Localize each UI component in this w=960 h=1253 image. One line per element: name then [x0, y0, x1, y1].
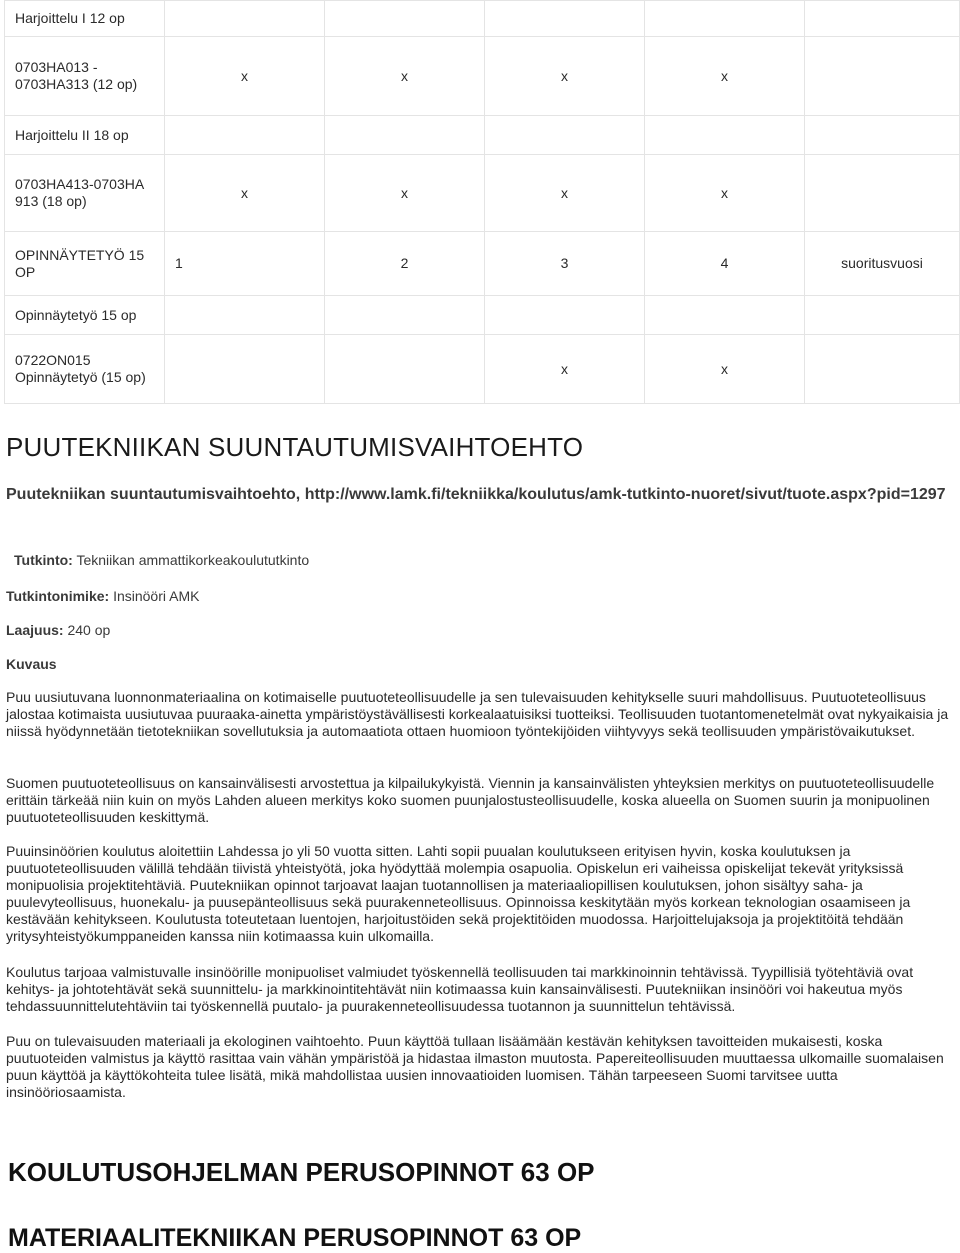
thesis-group-line-1: OPINNÄYTETYÖ 15 — [15, 246, 145, 263]
year-mark: x — [325, 155, 485, 232]
degree-label: Tutkinto: — [14, 552, 73, 568]
table-row — [5, 116, 960, 155]
course-group-label: Harjoittelu I 12 op — [5, 1, 165, 37]
course-code-line-2: Opinnäytetyö (15 op) — [15, 369, 146, 385]
degree-title-line — [6, 588, 199, 604]
year-header: 4 — [645, 232, 805, 296]
scope-label: Laajuus: — [6, 622, 64, 638]
basic-studies-heading: KOULUTUSOHJELMAN PERUSOPINNOT 63 OP — [8, 1157, 595, 1187]
table-row — [5, 1, 960, 37]
year-mark: x — [165, 155, 325, 232]
completion-year-header: suoritusvuosi — [805, 232, 960, 296]
table-row — [5, 232, 960, 296]
course-group-label: Harjoittelu II 18 op — [5, 116, 165, 155]
course-code-line-2: 0703HA313 (12 op) — [15, 76, 138, 92]
thesis-group-cell — [5, 232, 165, 296]
degree-value: Tekniikan ammattikorkeakoulututkinto — [72, 552, 310, 568]
scope-value: 240 op — [63, 622, 111, 638]
degree-line — [14, 552, 309, 568]
year-mark: x — [645, 37, 805, 116]
year-mark: x — [485, 335, 645, 404]
course-code-line-1: 0703HA013 - — [15, 59, 98, 75]
course-group-label: Opinnäytetyö 15 op — [5, 296, 165, 335]
year-mark: x — [485, 37, 645, 116]
year-mark: x — [325, 37, 485, 116]
year-mark: x — [645, 155, 805, 232]
degree-title-value: Insinööri AMK — [109, 588, 200, 604]
year-header: 1 — [165, 232, 325, 296]
description-paragraph: Puu uusiutuvana luonnonmateriaalina on kotimaiselle puutuoteteollisuudelle ja sen tulevaisuuden kehitykselle suuri mahdollisuus. Puutuoteteollisuus jalostaa kotimaista uusiutuvaa puuraaka-ainetta ympäristöystävällisesti korkealaatuisiksi tuotteiksi. Teollisuuden tuotantomenetelmät ovat nykyaikaisia ja niissä hyödynnetään tietotekniikan sovellutuksia ja automaatiota ottaen huomioon työntekijöiden viihtyvyys sekä teollisuuden ympäristövaikutukset. — [6, 689, 949, 739]
thesis-group-line-2: OP — [15, 263, 36, 280]
description-paragraph: Puu on tulevaisuuden materiaali ja ekologinen vaihtoehto. Puun käyttöä tullaan lisäämään kestävän kehityksen tavoitteiden mukaisesti, koska puutuoteiden valmistus ja käyttö rasittaa vain vähän ympäristöä ja hidastaa ilmaston muutosta. Papereiteollisuuden muuttaessa ulkomaille suomalaisen puun käyttöä ja käyttökohteita tulee lisätä, mikä mahdollistaa uusien innovaatioiden luomisen. Tähän tarpeeseen Suomi tarvitsee uutta insinööriosaamista. — [6, 1033, 944, 1100]
description-label: Kuvaus — [6, 656, 57, 672]
table-row — [5, 37, 960, 116]
table-row — [5, 296, 960, 335]
course-code-cell — [5, 155, 165, 232]
table-row — [5, 155, 960, 232]
course-code-line-2: 913 (18 op) — [15, 193, 87, 209]
program-link-line[interactable]: Puutekniikan suuntautumisvaihtoehto, http://www.lamk.fi/tekniikka/koulutus/amk-tutkinto-nuoret/sivut/tuote.aspx?pid=1297 — [6, 486, 946, 503]
year-header: 2 — [325, 232, 485, 296]
course-code-line-1: 0722ON015 — [15, 352, 91, 368]
curriculum-table — [4, 0, 960, 404]
materials-studies-heading: MATERIAALITEKNIIKAN PERUSOPINNOT 63 OP — [8, 1224, 582, 1252]
degree-title-label: Tutkintonimike: — [6, 588, 110, 604]
year-header: 3 — [485, 232, 645, 296]
description-paragraph: Koulutus tarjoaa valmistuvalle insinöörille monipuoliset valmiudet työskennellä teollisuuden tai markkinoinnin tehtävissä. Tyypillisiä työtehtäviä ovat kehitys- ja johtotehtävät sekä suunnittelu- ja markkinointitehtävät niin kotimaassa kuin kansainvälisesti. Puutekniikan insinööri voi hakeutua myös tehdassuunnittelutehtäviin tai työskennellä puutalo- ja puurakenneteollisuudessa tuotannon ja suunnittelun tehtävissä. — [6, 964, 914, 1014]
description-paragraph: Puuinsinöörien koulutus aloitettiin Lahdessa jo yli 50 vuotta sitten. Lahti sopii puualan koulutukseen erityisen hyvin, koska koulutuksen ja puutuoteteollisuuden välillä tehdään tiivistä yhteistyötä, joka hyödyttää molempia osapuolia. Opiskelun eri vaiheissa opiskelijat tekevät yrityksissä monipuolisia projektitehtäviä. Puutekniikan opinnot tarjoavat laajan tuotannollisen ja materiaaliopillisen koulutuksen, johon sisältyy saha- ja puulevyteollisuus, huonekalu- ja puusepänteollisuus sekä puurakenneteollisuus. Opinnoissa keskitytään myös korkean teknologian osaamiseen ja kestävään kehitykseen. Koulutusta toteutetaan luentojen, harjoitustöiden sekä projektitöiden muodossa. Harjoittelujaksoja ja projektitöitä tehdään yritysyhteistyökumppaneiden kanssa niin kotimaassa kuin ulkomailla. — [6, 843, 911, 944]
table-row — [5, 335, 960, 404]
course-code-line-1: 0703HA413-0703HA — [15, 176, 145, 192]
year-mark: x — [645, 335, 805, 404]
scope-line — [6, 622, 110, 638]
description-paragraph: Suomen puutuoteteollisuus on kansainvälisesti arvostettua ja kilpailukykyistä. Viennin ja kansainvälisten yhteyksien merkitys on puutuoteteollisuudelle erittäin tärkeää niin kuin on myös Lahden alueen merkitys koko suomen puunjalostusteollisuudelle, koska alueella on Suomen suurin ja monipuolinen puutuoteteollisuuden keskittymä. — [6, 775, 935, 825]
course-code-cell — [5, 335, 165, 404]
course-code-cell — [5, 37, 165, 116]
year-mark: x — [485, 155, 645, 232]
year-mark: x — [165, 37, 325, 116]
section-title: PUUTEKNIIKAN SUUNTAUTUMISVAIHTOEHTO — [6, 432, 584, 462]
